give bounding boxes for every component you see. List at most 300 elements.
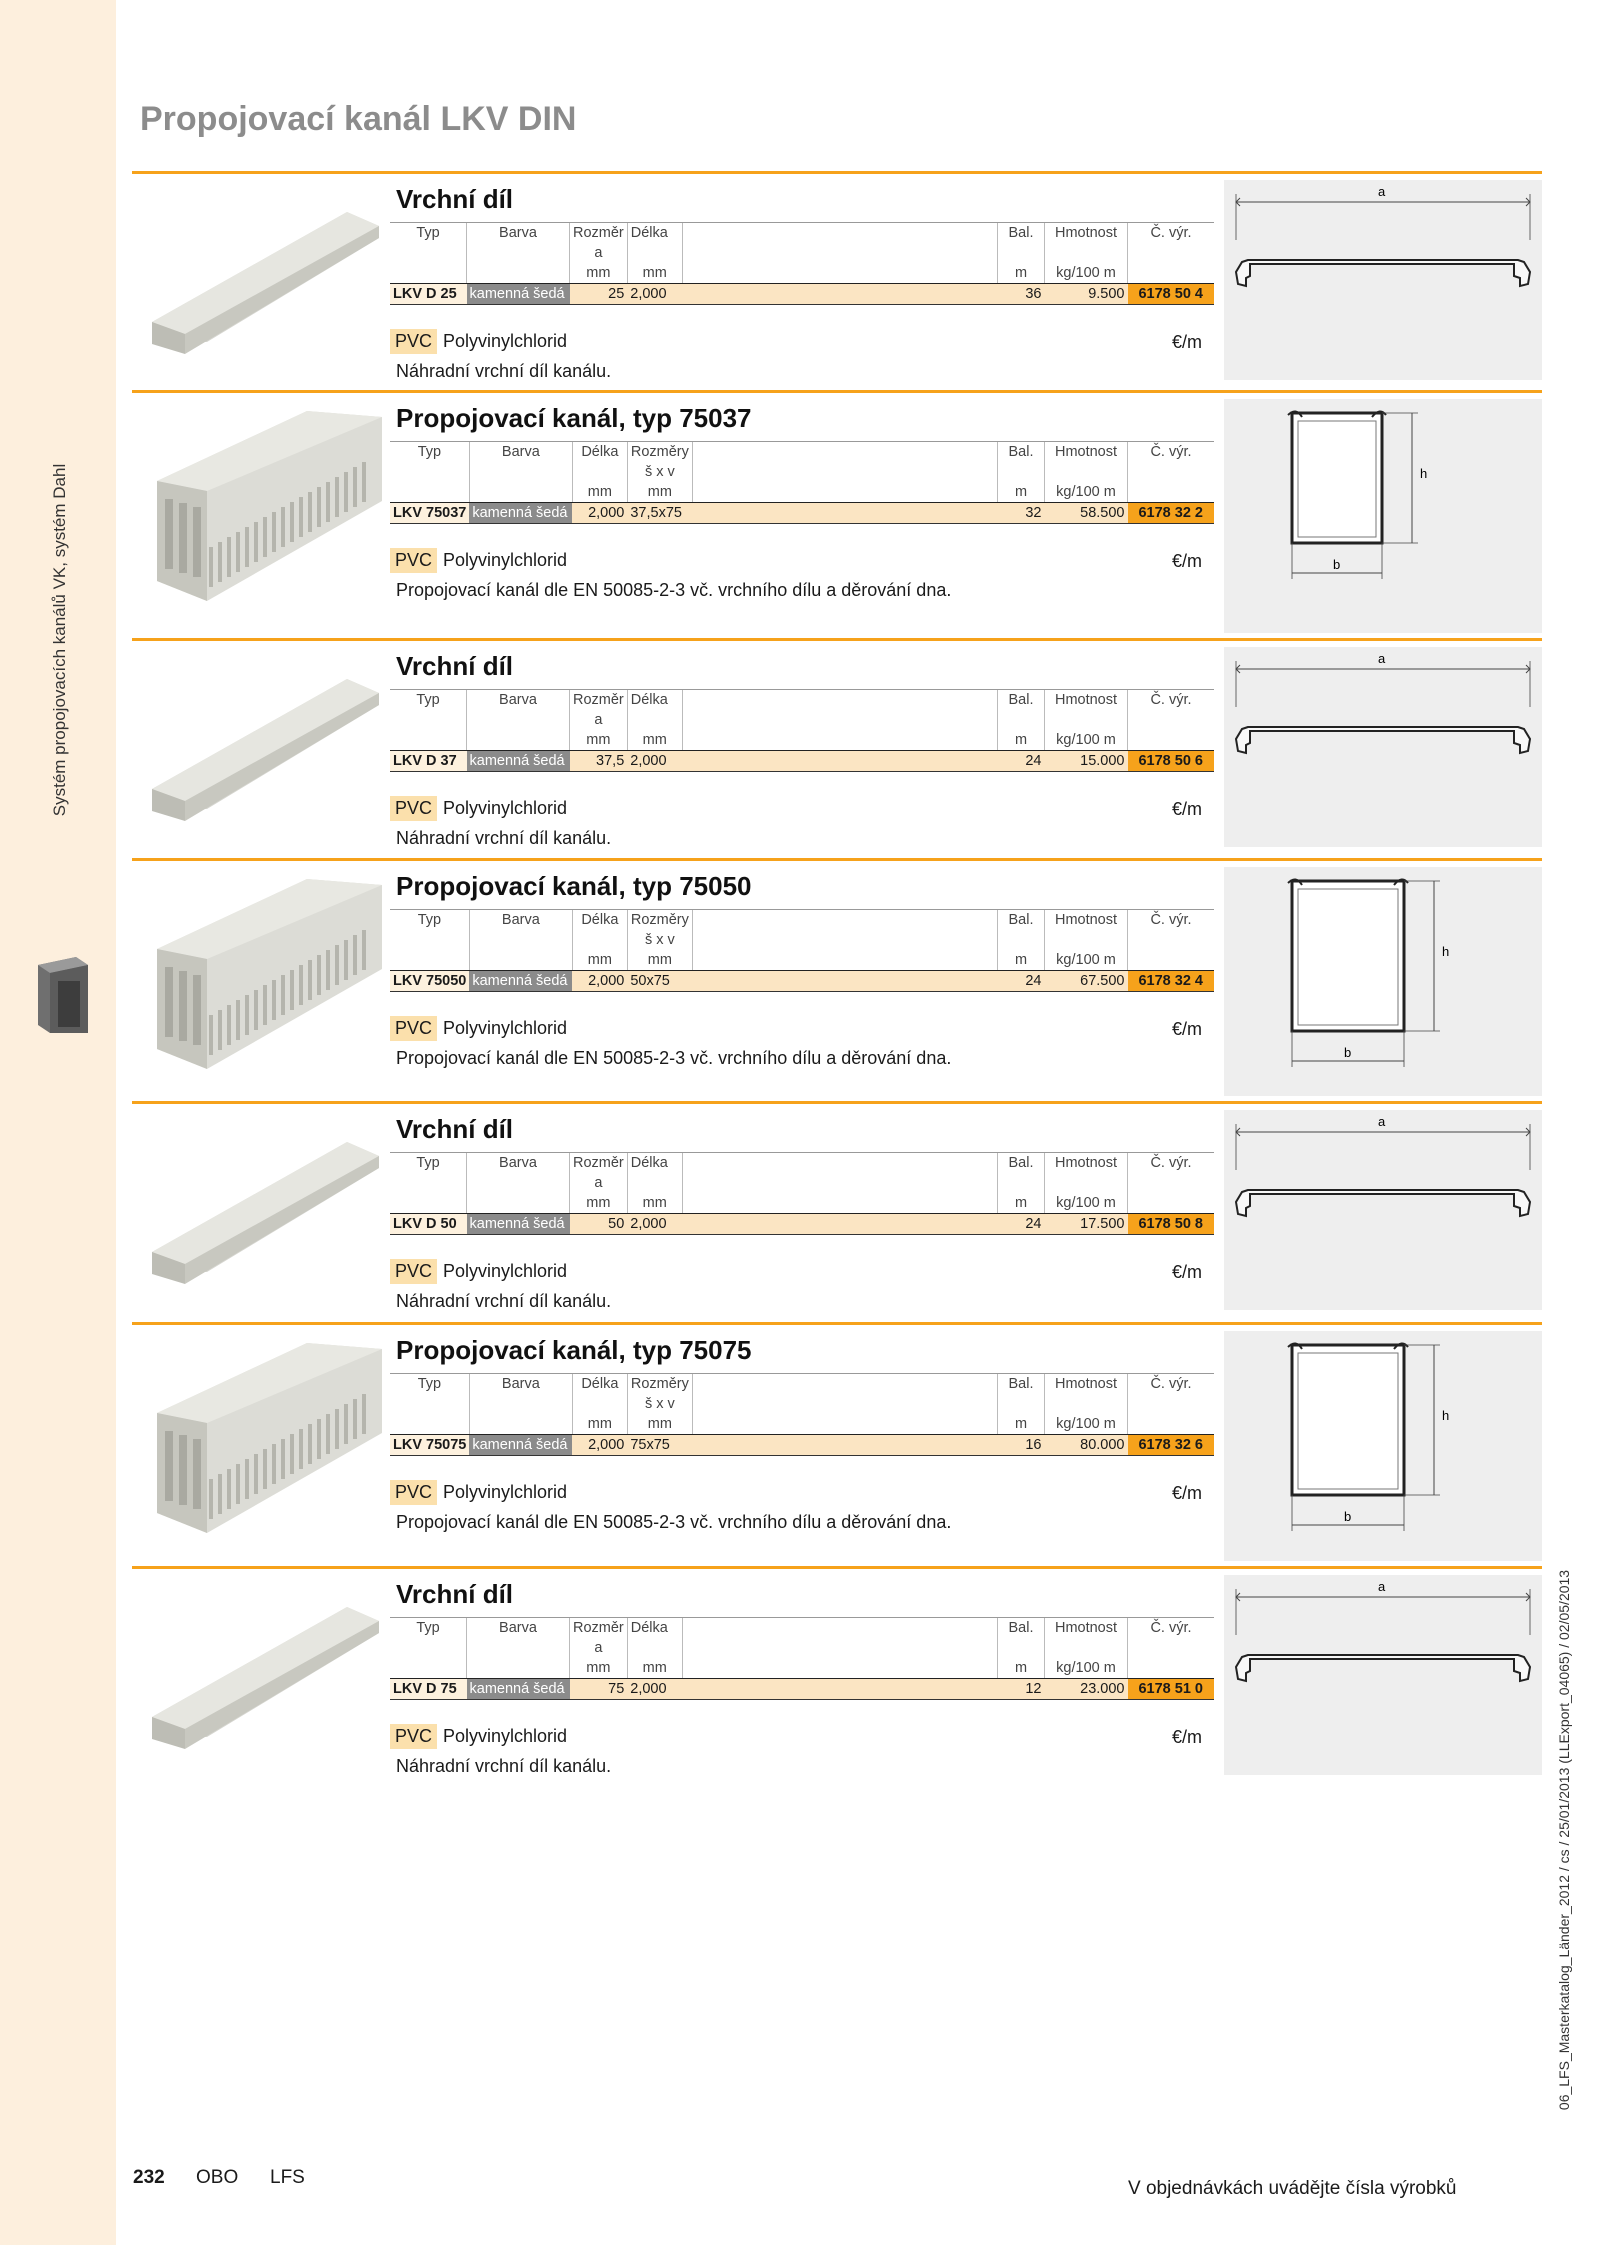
section-title: Propojovací kanál, typ 75037	[396, 403, 752, 433]
row-spacer	[682, 1679, 997, 1700]
col-weight-unit: kg/100 m	[1045, 730, 1128, 751]
sub-header-blank	[1128, 1394, 1215, 1414]
col-4-header: Délka	[627, 1618, 682, 1639]
cover-dimension-drawing	[1224, 1110, 1542, 1310]
col-4-unit: mm	[627, 730, 682, 751]
unit-blank	[390, 1414, 469, 1435]
product-col-3: 50	[570, 1214, 628, 1235]
material-code: PVC	[390, 1259, 437, 1284]
col-art-header: Č. výr.	[1128, 223, 1215, 244]
unit-blank	[1128, 1414, 1215, 1435]
unit-blank	[682, 263, 997, 284]
col-3-unit: mm	[572, 950, 627, 971]
cover-product-image	[147, 1587, 382, 1797]
col-4-unit: mm	[627, 1193, 682, 1214]
sub-header-blank	[1045, 1394, 1128, 1414]
material-code: PVC	[390, 1016, 437, 1041]
col-3-header: Rozměr	[570, 1618, 628, 1639]
sub-header-blank	[998, 710, 1045, 730]
unit-blank	[467, 1658, 570, 1679]
spacer-cell	[692, 1374, 997, 1395]
unit-blank	[682, 1193, 997, 1214]
cover-dimension-drawing	[1224, 1575, 1542, 1775]
product-col-4: 2,000	[627, 751, 682, 772]
product-col-3: 2,000	[572, 503, 627, 524]
article-number: 6178 51 0	[1128, 1679, 1215, 1700]
material-name: Polyvinylchlorid	[443, 1726, 568, 1746]
product-pack: 12	[998, 1679, 1045, 1700]
material-row	[390, 329, 567, 354]
col-3-unit: mm	[572, 1414, 627, 1435]
product-col-3: 37,5	[570, 751, 628, 772]
unit-blank	[1128, 1658, 1215, 1679]
product-table	[390, 441, 1214, 524]
col-4-unit: mm	[627, 263, 682, 284]
col-4-header: Délka	[627, 690, 682, 711]
sub-header-blank	[390, 930, 469, 950]
product-table	[390, 909, 1214, 992]
unit-blank	[390, 482, 469, 503]
unit-blank	[390, 730, 467, 751]
sub-header-blank	[467, 243, 570, 263]
material-row	[390, 1480, 567, 1505]
unit-blank	[1128, 263, 1215, 284]
product-weight: 17.500	[1045, 1214, 1128, 1235]
article-number: 6178 50 6	[1128, 751, 1215, 772]
material-row	[390, 1259, 567, 1284]
channel-dimension-drawing	[1224, 1331, 1542, 1561]
article-number: 6178 32 6	[1128, 1435, 1215, 1456]
cover-product-image	[147, 1122, 382, 1332]
table-row	[390, 503, 1214, 524]
unit-blank	[1128, 1193, 1215, 1214]
material-name: Polyvinylchlorid	[443, 550, 568, 570]
dimension-a-label: a	[1378, 184, 1386, 199]
cover-section	[132, 1101, 1542, 1325]
col-weight-unit: kg/100 m	[1045, 1414, 1128, 1435]
sub-header-blank	[682, 710, 997, 730]
section-note: Propojovací kanál dle EN 50085-2-3 vč. vrchního dílu a děrování dna.	[396, 1512, 952, 1532]
sub-header-blank	[682, 1638, 997, 1658]
col-pack-unit: m	[998, 730, 1045, 751]
article-number: 6178 32 4	[1128, 971, 1215, 992]
dimension-h-label: h	[1442, 1408, 1450, 1423]
unit-blank	[682, 1658, 997, 1679]
col-3-subheader: a	[570, 1638, 628, 1658]
sub-header-blank	[998, 930, 1045, 950]
product-color: kamenná šedá	[467, 1679, 570, 1700]
col-art-header: Č. výr.	[1128, 442, 1215, 463]
product-col-4: 50x75	[627, 971, 692, 992]
dimension-a-label: a	[1378, 1579, 1386, 1594]
product-table	[390, 1617, 1214, 1700]
col-3-subheader: a	[570, 243, 628, 263]
unit-blank	[1128, 730, 1215, 751]
col-4-header: Délka	[627, 1153, 682, 1174]
product-weight: 23.000	[1045, 1679, 1128, 1700]
col-3-subheader: a	[570, 1173, 628, 1193]
col-weight-header: Hmotnost	[1045, 223, 1128, 244]
row-spacer	[692, 971, 997, 992]
section-note: Náhradní vrchní díl kanálu.	[396, 1756, 612, 1776]
product-col-4: 37,5x75	[627, 503, 692, 524]
spacer-cell	[682, 690, 997, 711]
col-type-header: Typ	[390, 1153, 467, 1174]
product-pack: 16	[998, 1435, 1045, 1456]
col-art-header: Č. výr.	[1128, 1374, 1215, 1395]
price-unit: €/m	[1172, 551, 1203, 571]
unit-blank	[1128, 950, 1215, 971]
product-type: LKV D 37	[390, 751, 467, 772]
section-note: Propojovací kanál dle EN 50085-2-3 vč. vrchního dílu a děrování dna.	[396, 580, 952, 600]
col-pack-header: Bal.	[998, 223, 1045, 244]
product-col-3: 75	[570, 1679, 628, 1700]
col-4-header: Rozměry	[627, 442, 692, 463]
col-pack-header: Bal.	[998, 1153, 1045, 1174]
unit-blank	[692, 950, 997, 971]
material-code: PVC	[390, 548, 437, 573]
product-col-4: 2,000	[627, 1214, 682, 1235]
price-unit: €/m	[1172, 1262, 1203, 1282]
table-row	[390, 1214, 1214, 1235]
col-4-subheader: š x v	[627, 1394, 692, 1414]
col-color-header: Barva	[467, 223, 570, 244]
col-3-header: Rozměr	[570, 690, 628, 711]
dimension-b-label: b	[1344, 1509, 1352, 1524]
material-name: Polyvinylchlorid	[443, 798, 568, 818]
product-col-3: 2,000	[572, 971, 627, 992]
product-pack: 24	[998, 1214, 1045, 1235]
price-unit: €/m	[1172, 1019, 1203, 1039]
product-pack: 24	[998, 751, 1045, 772]
unit-blank	[467, 1193, 570, 1214]
sub-header-blank	[467, 1638, 570, 1658]
col-weight-header: Hmotnost	[1045, 1618, 1128, 1639]
channel-section	[132, 1322, 1542, 1569]
sub-header-blank	[390, 243, 467, 263]
sub-header-blank	[1128, 462, 1215, 482]
col-3-subheader	[572, 930, 627, 950]
sub-header-blank	[469, 1394, 572, 1414]
sub-header-blank	[998, 1394, 1045, 1414]
col-4-header: Délka	[627, 223, 682, 244]
sub-header-blank	[1045, 243, 1128, 263]
sub-header-blank	[998, 243, 1045, 263]
col-4-subheader	[627, 243, 682, 263]
sub-header-blank	[390, 462, 469, 482]
col-pack-header: Bal.	[998, 690, 1045, 711]
unit-blank	[390, 263, 467, 284]
unit-blank	[692, 482, 997, 503]
col-4-unit: mm	[627, 1414, 692, 1435]
product-weight: 15.000	[1045, 751, 1128, 772]
table-row	[390, 751, 1214, 772]
product-table	[390, 1373, 1214, 1456]
col-color-header: Barva	[467, 1153, 570, 1174]
product-color: kamenná šedá	[469, 503, 572, 524]
col-3-unit: mm	[572, 482, 627, 503]
table-row	[390, 1679, 1214, 1700]
unit-blank	[390, 1658, 467, 1679]
unit-blank	[390, 950, 469, 971]
col-4-unit: mm	[627, 482, 692, 503]
sub-header-blank	[467, 1173, 570, 1193]
sub-header-blank	[1045, 462, 1128, 482]
col-art-header: Č. výr.	[1128, 1618, 1215, 1639]
sub-header-blank	[390, 710, 467, 730]
material-name: Polyvinylchlorid	[443, 331, 568, 351]
page-title: Propojovací kanál LKV DIN	[140, 100, 577, 138]
dimension-b-label: b	[1333, 557, 1341, 572]
sub-header-blank	[1045, 930, 1128, 950]
cover-product-image	[147, 192, 382, 402]
col-color-header: Barva	[469, 442, 572, 463]
product-type: LKV 75050	[390, 971, 469, 992]
col-3-unit: mm	[570, 1193, 628, 1214]
sub-header-blank	[1128, 1638, 1215, 1658]
col-3-header: Délka	[572, 910, 627, 931]
article-number: 6178 50 4	[1128, 284, 1215, 305]
product-weight: 80.000	[1045, 1435, 1128, 1456]
product-col-4: 75x75	[627, 1435, 692, 1456]
channel-product-image	[147, 1343, 382, 1553]
order-hint: V objednávkách uvádějte čísla výrobků	[1128, 2178, 1457, 2199]
col-4-subheader	[627, 710, 682, 730]
price-unit: €/m	[1172, 1727, 1203, 1747]
col-art-header: Č. výr.	[1128, 910, 1215, 931]
sub-header-blank	[692, 462, 997, 482]
product-pack: 24	[998, 971, 1045, 992]
footer-division: LFS	[270, 2167, 305, 2188]
col-3-header: Rozměr	[570, 1153, 628, 1174]
sub-header-blank	[1128, 1173, 1215, 1193]
table-row	[390, 971, 1214, 992]
sub-header-blank	[1128, 930, 1215, 950]
col-3-unit: mm	[570, 1658, 628, 1679]
dimension-h-label: h	[1442, 944, 1450, 959]
sub-header-blank	[467, 710, 570, 730]
product-table	[390, 689, 1214, 772]
unit-blank	[682, 730, 997, 751]
product-color: kamenná šedá	[469, 1435, 572, 1456]
table-row	[390, 284, 1214, 305]
product-color: kamenná šedá	[467, 751, 570, 772]
section-title: Vrchní díl	[396, 1579, 514, 1609]
channel-product-image	[147, 879, 382, 1089]
material-row	[390, 796, 567, 821]
col-art-header: Č. výr.	[1128, 1153, 1215, 1174]
product-type: LKV 75037	[390, 503, 469, 524]
product-table	[390, 1152, 1214, 1235]
product-color: kamenná šedá	[467, 284, 570, 305]
col-art-header: Č. výr.	[1128, 690, 1215, 711]
unit-blank	[469, 1414, 572, 1435]
col-weight-header: Hmotnost	[1045, 1374, 1128, 1395]
col-pack-unit: m	[998, 482, 1045, 503]
col-3-header: Rozměr	[570, 223, 628, 244]
col-weight-header: Hmotnost	[1045, 690, 1128, 711]
material-code: PVC	[390, 796, 437, 821]
unit-blank	[467, 730, 570, 751]
channel-section	[132, 858, 1542, 1104]
col-type-header: Typ	[390, 1374, 469, 1395]
col-pack-unit: m	[998, 1414, 1045, 1435]
product-pack: 36	[998, 284, 1045, 305]
col-3-header: Délka	[572, 442, 627, 463]
sub-header-blank	[1045, 710, 1128, 730]
sub-header-blank	[682, 243, 997, 263]
sub-header-blank	[998, 1173, 1045, 1193]
product-type: LKV D 75	[390, 1679, 467, 1700]
spacer-cell	[692, 442, 997, 463]
row-spacer	[682, 284, 997, 305]
section-title: Vrchní díl	[396, 651, 514, 681]
spacer-cell	[682, 1618, 997, 1639]
product-weight: 67.500	[1045, 971, 1128, 992]
channel-product-image	[147, 411, 382, 621]
col-4-header: Rozměry	[627, 1374, 692, 1395]
col-3-subheader	[572, 1394, 627, 1414]
dimension-a-label: a	[1378, 1114, 1386, 1129]
sub-header-blank	[469, 462, 572, 482]
col-3-header: Délka	[572, 1374, 627, 1395]
col-color-header: Barva	[469, 910, 572, 931]
col-weight-unit: kg/100 m	[1045, 1193, 1128, 1214]
material-code: PVC	[390, 1724, 437, 1749]
row-spacer	[692, 1435, 997, 1456]
spacer-cell	[682, 1153, 997, 1174]
channel-section	[132, 390, 1542, 641]
product-col-3: 25	[570, 284, 628, 305]
sub-header-blank	[469, 930, 572, 950]
col-weight-unit: kg/100 m	[1045, 263, 1128, 284]
unit-blank	[467, 263, 570, 284]
col-4-subheader	[627, 1173, 682, 1193]
col-color-header: Barva	[469, 1374, 572, 1395]
sub-header-blank	[998, 462, 1045, 482]
spacer-cell	[682, 223, 997, 244]
price-unit: €/m	[1172, 1483, 1203, 1503]
cover-dimension-drawing	[1224, 647, 1542, 847]
product-col-4: 2,000	[627, 284, 682, 305]
col-4-subheader: š x v	[627, 930, 692, 950]
cover-dimension-drawing	[1224, 180, 1542, 380]
product-col-3: 2,000	[572, 1435, 627, 1456]
sub-header-blank	[1045, 1638, 1128, 1658]
product-col-4: 2,000	[627, 1679, 682, 1700]
col-type-header: Typ	[390, 1618, 467, 1639]
material-name: Polyvinylchlorid	[443, 1482, 568, 1502]
col-type-header: Typ	[390, 223, 467, 244]
col-color-header: Barva	[467, 1618, 570, 1639]
dimension-b-label: b	[1344, 1045, 1352, 1060]
col-type-header: Typ	[390, 442, 469, 463]
table-row	[390, 1435, 1214, 1456]
col-4-header: Rozměry	[627, 910, 692, 931]
col-4-subheader: š x v	[627, 462, 692, 482]
sub-header-blank	[1128, 243, 1215, 263]
section-title: Vrchní díl	[396, 1114, 514, 1144]
channel-dimension-drawing	[1224, 399, 1542, 633]
product-table	[390, 222, 1214, 305]
material-code: PVC	[390, 329, 437, 354]
unit-blank	[692, 1414, 997, 1435]
col-weight-header: Hmotnost	[1045, 442, 1128, 463]
section-note: Propojovací kanál dle EN 50085-2-3 vč. vrchního dílu a děrování dna.	[396, 1048, 952, 1068]
cover-product-image	[147, 659, 382, 869]
col-weight-unit: kg/100 m	[1045, 1658, 1128, 1679]
section-note: Náhradní vrchní díl kanálu.	[396, 828, 612, 848]
col-3-subheader: a	[570, 710, 628, 730]
sub-header-blank	[682, 1173, 997, 1193]
col-4-unit: mm	[627, 1658, 682, 1679]
row-spacer	[692, 503, 997, 524]
section-title: Propojovací kanál, typ 75075	[396, 1335, 752, 1365]
cover-section	[132, 638, 1542, 861]
material-row	[390, 1016, 567, 1041]
col-pack-header: Bal.	[998, 442, 1045, 463]
col-3-unit: mm	[570, 730, 628, 751]
col-pack-unit: m	[998, 1658, 1045, 1679]
article-number: 6178 50 8	[1128, 1214, 1215, 1235]
product-color: kamenná šedá	[469, 971, 572, 992]
col-color-header: Barva	[467, 690, 570, 711]
col-pack-unit: m	[998, 950, 1045, 971]
section-note: Náhradní vrchní díl kanálu.	[396, 361, 612, 381]
material-row	[390, 548, 567, 573]
col-weight-header: Hmotnost	[1045, 910, 1128, 931]
col-3-unit: mm	[570, 263, 628, 284]
sub-header-blank	[390, 1173, 467, 1193]
col-weight-unit: kg/100 m	[1045, 482, 1128, 503]
col-pack-header: Bal.	[998, 1374, 1045, 1395]
channel-dimension-drawing	[1224, 867, 1542, 1096]
row-spacer	[682, 751, 997, 772]
sub-header-blank	[1128, 710, 1215, 730]
cover-section	[132, 1566, 1542, 1789]
sub-header-blank	[692, 1394, 997, 1414]
material-row	[390, 1724, 567, 1749]
left-color-strip	[0, 0, 116, 2245]
sub-header-blank	[692, 930, 997, 950]
footer-brand: OBO	[196, 2167, 239, 2188]
section-note: Náhradní vrchní díl kanálu.	[396, 1291, 612, 1311]
col-pack-unit: m	[998, 263, 1045, 284]
unit-blank	[469, 482, 572, 503]
product-weight: 9.500	[1045, 284, 1128, 305]
unit-blank	[1128, 482, 1215, 503]
page-number: 232	[133, 2167, 165, 2188]
material-code: PVC	[390, 1480, 437, 1505]
material-name: Polyvinylchlorid	[443, 1261, 568, 1281]
sub-header-blank	[998, 1638, 1045, 1658]
unit-blank	[390, 1193, 467, 1214]
article-number: 6178 32 2	[1128, 503, 1215, 524]
product-type: LKV D 50	[390, 1214, 467, 1235]
col-pack-header: Bal.	[998, 910, 1045, 931]
col-4-subheader	[627, 1638, 682, 1658]
col-4-unit: mm	[627, 950, 692, 971]
row-spacer	[682, 1214, 997, 1235]
sub-header-blank	[390, 1638, 467, 1658]
col-weight-unit: kg/100 m	[1045, 950, 1128, 971]
col-weight-header: Hmotnost	[1045, 1153, 1128, 1174]
product-pack: 32	[998, 503, 1045, 524]
col-type-header: Typ	[390, 690, 467, 711]
col-pack-header: Bal.	[998, 1618, 1045, 1639]
cover-section	[132, 171, 1542, 393]
product-type: LKV D 25	[390, 284, 467, 305]
